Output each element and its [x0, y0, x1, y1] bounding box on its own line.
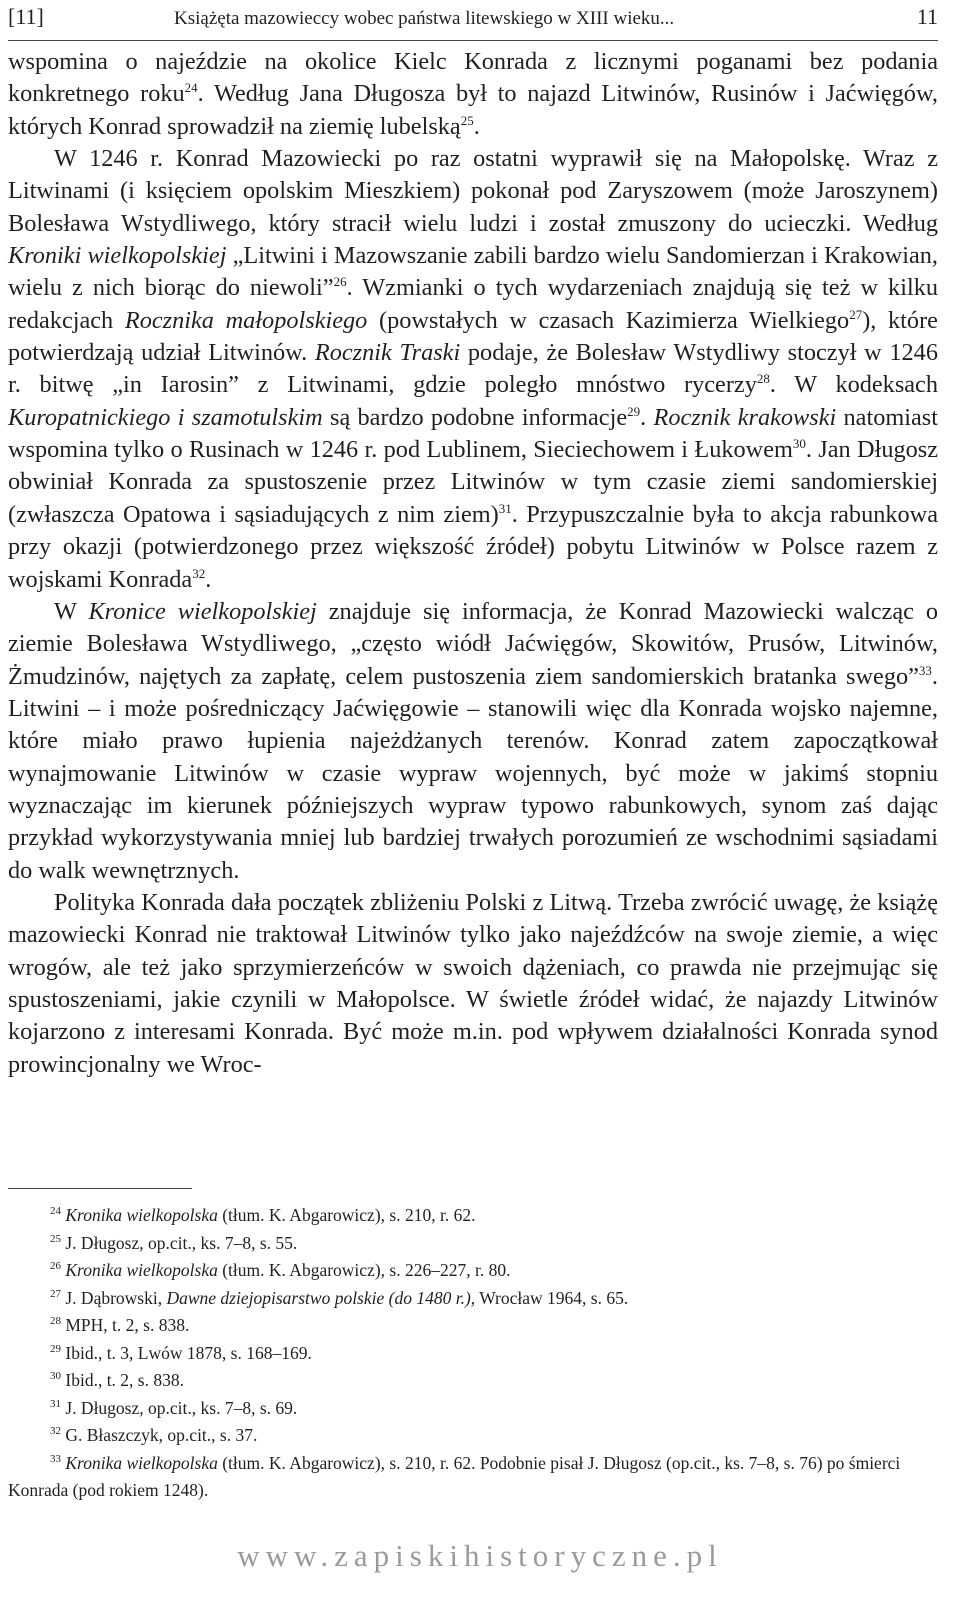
footnote [8, 1230, 938, 1258]
italic-title: Rocznik krakowski [653, 403, 837, 431]
text-run: . Jan Długosz obwiniał Konrada za spustoszenie przez Litwinów w tym czasie ziemi sandomierskiej (zwłaszcza Opatowa i sąsiadujących z nim ziem) [8, 436, 939, 528]
footnote-number: 27 [50, 1287, 61, 1300]
footnote-number: 25 [50, 1232, 61, 1245]
text-run: J. Dąbrowski, [65, 1287, 167, 1308]
footnote-number: 30 [50, 1370, 61, 1383]
italic-title: Kronice wielkopolskiej [88, 597, 317, 625]
text-run: MPH, t. 2, s. 838. [65, 1315, 190, 1335]
italic-title: Dawne dziejopisarstwo polskie (do 1480 r.) [166, 1287, 471, 1308]
italic-title: Kronika wielkopolska [65, 1205, 218, 1225]
text-run: (tłum. K. Abgarowicz), s. 226–227, r. 80. [217, 1260, 511, 1280]
footnote [8, 1395, 938, 1423]
text-run: . Wzmianki o tych wydarzeniach znajdują się też w kilku redakcjach [8, 274, 938, 334]
text-run: . [473, 112, 480, 140]
footnote-ref[interactable]: 27 [849, 306, 863, 322]
footnotes [8, 1202, 938, 1505]
text-run: . Litwini – i może pośredniczący Jaćwięgowie – stanowili więc dla Konrada wojsko najemne, które miało prawo łupienia najeżdżanych terenów. Konrad zatem zapoczątkował wynajmowanie Litwinów w czasie wypraw wojennych, być może w jakimś stopniu wyznaczając im kierunek późniejszych wypraw typowo rabunkowych, synom zaś dając przykład wykorzystywania mniej lub bardziej trwałych porozumień ze wschodnimi sąsiadami do walk wewnętrznych. [8, 662, 938, 884]
footnote-number: 28 [50, 1315, 61, 1328]
running-title: Książęta mazowieccy wobec państwa litewskiego w XIII wieku... [174, 8, 675, 29]
footnote-number: 26 [50, 1260, 61, 1273]
footnote-number: 29 [50, 1342, 61, 1355]
text-run: , Wrocław 1964, s. 65. [470, 1287, 629, 1308]
italic-title: Kronika wielkopolska [65, 1260, 218, 1280]
footnote [8, 1340, 938, 1368]
footnote-ref[interactable]: 25 [460, 112, 474, 128]
text-run: G. Błaszczyk, op.cit., s. 37. [65, 1425, 258, 1445]
footnote-ref[interactable]: 31 [498, 500, 512, 516]
footer-website[interactable]: www.zapiskihistoryczne.pl [237, 1538, 723, 1573]
text-run: (powstałych w czasach Kazimierza Wielkiego [367, 306, 850, 334]
footnote [8, 1422, 938, 1450]
footnote-number: 33 [50, 1452, 61, 1465]
text-run: (tłum. K. Abgarowicz), s. 210, r. 62. [217, 1205, 476, 1225]
text-run: . Według Jana Długosza był to najazd Litwinów, Rusinów i Jaćwięgów, których Konrad sprowadził na ziemię lubelską [8, 80, 938, 140]
paragraph [8, 596, 938, 887]
text-run: W [54, 597, 89, 625]
text-run: J. Długosz, op.cit., ks. 7–8, s. 55. [65, 1232, 298, 1253]
footnote-ref[interactable]: 28 [756, 371, 770, 387]
text-run: W 1246 r. Konrad Mazowiecki po raz ostatni wyprawił się na Małopolskę. Wraz z Litwinami (i księciem opolskim Mieszkiem) pokonał pod Zaryszowem (może Jaroszynem) Bolesława Wstydliwego, który stracił wielu ludzi i został zmuszony do ucieczki. Według [8, 145, 938, 237]
text-run: podaje, że Bolesław Wstydliwy stoczył w 1246 r. bitwę „in Iarosin” z Litwinami, gdzie poległo mnóstwo rycerzy [8, 339, 938, 399]
text-run: natomiast wspomina tylko o Rusinach w 1246 r. pod Lublinem, Sieciechowem i Łukowem [8, 403, 938, 464]
italic-title: Kuropatnickiego i szamotulskim [8, 403, 323, 431]
header-rule [8, 40, 938, 41]
footnote [8, 1257, 938, 1285]
italic-title: Rocznik Traski [314, 339, 461, 367]
text-run: ), które potwierdzają udział Litwinów. [8, 306, 938, 367]
paragraph [8, 143, 938, 596]
page-number: 11 [916, 4, 938, 29]
footnote [8, 1202, 938, 1230]
text-run: . [205, 565, 212, 593]
footnote-number: 32 [50, 1425, 61, 1438]
footnote [8, 1312, 938, 1340]
italic-title: Rocznika małopolskiego [124, 306, 368, 334]
footnote [8, 1450, 938, 1505]
section-marker: [11] [8, 4, 44, 29]
text-run: wspomina o najeździe na okolice Kielc Konrada z licznymi poganami bez podania konkretnego roku [8, 48, 938, 108]
footnote-rule [8, 1188, 192, 1189]
text-run: J. Długosz, op.cit., ks. 7–8, s. 69. [65, 1397, 298, 1418]
italic-title: Kroniki wielkopolskiej [8, 242, 227, 270]
text-run: Ibid., t. 3, Lwów 1878, s. 168–169. [65, 1342, 312, 1363]
footnote-number: 24 [50, 1205, 61, 1218]
footnote-ref[interactable]: 33 [918, 662, 932, 678]
text-run: znajduje się informacja, że Konrad Mazowiecki walcząc o ziemie Bolesława Wstydliwego, „często wiódł Jaćwięgów, Skowitów, Prusów, Litwinów, Żmudzinów, najętych za zapłatę, celem pustoszenia ziem sandomierskich bratanka swego” [8, 597, 938, 690]
main-text [8, 46, 938, 1081]
paragraph [8, 887, 938, 1081]
paragraph [8, 46, 938, 143]
footnote [8, 1367, 938, 1395]
italic-title: Kronika wielkopolska [65, 1452, 218, 1473]
text-run: . Przypuszczalnie była to akcja rabunkowa przy okazji (potwierdzonego przez większość źródeł) pobytu Litwinów w Polsce razem z wojskami Konrada [8, 500, 938, 593]
text-run: „Litwini i Mazowszanie zabili bardzo wielu Sandomierzan i Krakowian, wielu z nich biorąc do niewoli” [8, 242, 938, 302]
footnote-ref[interactable]: 26 [333, 274, 347, 290]
text-run: . W kodeksach [769, 371, 938, 399]
text-run: Ibid., t. 2, s. 838. [65, 1370, 184, 1390]
footnote-ref[interactable]: 29 [627, 403, 641, 419]
text-run: . [640, 403, 654, 431]
running-header [8, 4, 938, 38]
text-run: są bardzo podobne informacje [322, 403, 628, 431]
footnote-ref[interactable]: 30 [792, 436, 806, 452]
footnote [8, 1285, 938, 1313]
footnote-number: 31 [50, 1397, 61, 1410]
text-run: (tłum. K. Abgarowicz), s. 210, r. 62. Podobnie pisał J. Długosz (op.cit., ks. 7–8, s. 76) po śmierci Konrada (pod rokiem 1248). [8, 1452, 901, 1500]
footnote-ref[interactable]: 24 [184, 80, 198, 96]
text-run: Polityka Konrada dała początek zbliżeniu Polski z Litwą. Trzeba zwrócić uwagę, że książę mazowiecki Konrad nie traktował Litwinów tylko jako najeźdźców na swoje ziemie, a więc wrogów, ale też jako sprzymierzeńców w swoich dążeniach, co prawda nie przejmując się spustoszeniami, jakie czynili w Małopolsce. W świetle źródeł widać, że najazdy Litwinów kojarzono z interesami Konrada. Być może m.in. pod wpływem działalności Konrada synod prowincjonalny we Wroc- [8, 888, 938, 1078]
footnote-ref[interactable]: 32 [192, 565, 206, 581]
